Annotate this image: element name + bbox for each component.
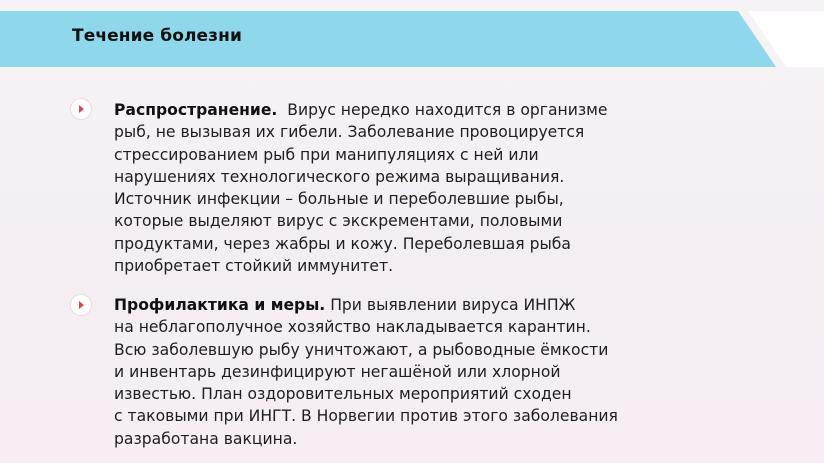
paragraph-spread: [114, 99, 674, 277]
paragraph-line: известью. План оздоровительных мероприятий сходен: [114, 385, 572, 404]
paragraph-line: рыб, не вызывая их гибели. Заболевание провоцируется: [114, 123, 585, 142]
paragraph-line: Профилактика и меры. При выявлении вируса ИНПЖ: [114, 296, 576, 314]
paragraph-lead: Профилактика и меры.: [114, 296, 326, 314]
paragraph-lead: Распространение.: [114, 101, 278, 119]
paragraph-line: Распространение. Вирус нередко находится в организме: [114, 101, 608, 119]
paragraph-line: стрессированием рыб при манипуляциях с ней или: [114, 145, 539, 164]
paragraph-line: нарушениях технологического режима выращивания.: [114, 167, 565, 186]
paragraph-prevention: [114, 294, 674, 450]
paragraph-line: с таковыми при ИНГТ. В Норвегии против этого заболевания: [114, 407, 618, 426]
paragraph-line: продуктами, через жабры и кожу. Переболевшая рыба: [114, 234, 571, 253]
chevron-bullet-icon: [70, 98, 92, 120]
paragraph-line: которые выделяют вирус с экскрементами, половыми: [114, 212, 563, 231]
paragraph-line: и инвентарь дезинфицируют негашёной или хлорной: [114, 362, 561, 381]
paragraph-line: разработана вакцина.: [114, 429, 298, 448]
paragraph-line: Всю заболевшую рыбу уничтожают, а рыбоводные ёмкости: [114, 340, 609, 359]
paragraph-line: на неблагополучное хозяйство накладывается карантин.: [114, 318, 591, 337]
paragraph-line: Источник инфекции – больные и переболевшие рыбы,: [114, 190, 564, 209]
paragraph-line: приобретает стойкий иммунитет.: [114, 257, 394, 276]
slide-title: Течение болезни: [72, 26, 242, 46]
chevron-bullet-icon: [70, 294, 92, 316]
